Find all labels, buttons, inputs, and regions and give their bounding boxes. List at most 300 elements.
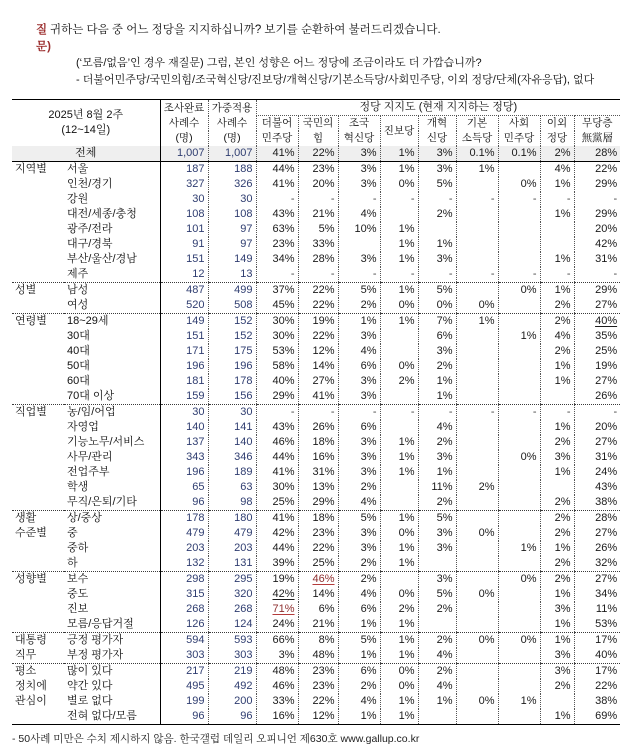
cell-weighted-sample: 124 [208,617,256,633]
question-label: 질문) [36,24,51,53]
row-group-label: 평소 [15,665,37,678]
party-col-rebuilding-l2: 혁신당 [338,131,380,146]
cell-completed-sample: 268 [160,602,208,617]
row-label: 30대 [67,330,90,343]
row-label: 농/임/어업 [67,406,116,419]
cell-none: 28% [574,511,620,527]
cell-rebuilding: 5% [338,511,380,527]
cell-reform: 1% [418,374,456,389]
cell-basicincome [456,511,498,527]
cell-weighted-sample: 1,007 [208,146,256,162]
cell-dem: 25% [256,495,298,511]
cell-rebuilding: 6% [338,420,380,435]
cell-dem: 41% [256,465,298,480]
cell-completed-sample: 12 [160,267,208,283]
table-row [12,556,620,572]
cell-dem: 44% [256,162,298,178]
table-row [12,420,620,435]
cell-completed-sample: 495 [160,679,208,694]
table-row [12,541,620,556]
cell-rebuilding: - [338,267,380,283]
cell-progressive: 1% [380,648,418,664]
cell-basicincome [456,572,498,588]
row-group-label [12,465,64,480]
cell-rebuilding: 5% [338,283,380,299]
cell-dem: 63% [256,222,298,237]
cell-weighted-sample: 152 [208,329,256,344]
party-col-basicincome-l2: 소득당 [456,131,498,146]
cell-rebuilding: 3% [338,450,380,465]
cell-dem [256,587,298,602]
cell-dem: 44% [256,541,298,556]
cell-none: 22% [574,679,620,694]
row-group-label: 대통령 [15,634,47,647]
cell-progressive: - [380,192,418,207]
cell-weighted-sample: 178 [208,374,256,389]
cell-weighted-sample: 499 [208,283,256,299]
cell-basicincome: - [456,405,498,421]
cell-none: 29% [574,177,620,192]
table-row [12,267,620,283]
cell-reform: 2% [418,435,456,450]
cell-other: 2% [540,556,574,572]
cell-completed-sample: 594 [160,633,208,649]
row-group-label: 직무 [12,648,64,664]
party-col-rebuilding-l1: 조국 [338,116,380,132]
cell-basicincome: 2% [456,480,498,495]
row-label: 중도 [67,588,89,601]
cell-socialdem [498,526,540,541]
row-group-label: 성별 [15,284,37,297]
cell-completed-sample: 487 [160,283,208,299]
table-row [12,162,620,178]
cell-progressive: 2% [380,602,418,617]
cell-none: 25% [574,344,620,359]
cell-dem: 41% [256,146,298,162]
cell-socialdem: 0.1% [498,146,540,162]
cell-rebuilding: 3% [338,177,380,192]
cell-none: 28% [574,146,620,162]
cell-dem: 30% [256,314,298,330]
cell-rebuilding: 6% [338,359,380,374]
cell-progressive: 0% [380,177,418,192]
completed-sample-top: 조사완료 [160,100,208,116]
cell-socialdem: 0% [498,572,540,588]
cell-rebuilding: 3% [338,374,380,389]
cell-progressive: 1% [380,237,418,252]
cell-completed-sample: 187 [160,162,208,178]
cell-completed-sample: 196 [160,359,208,374]
table-row [12,177,620,192]
cell-completed-sample: 96 [160,709,208,725]
row-label: 대전/세종/충청 [67,208,137,221]
cell-other: 2% [540,146,574,162]
table-row [12,480,620,495]
cell-reform: 1% [418,237,456,252]
header-group-row [12,100,620,116]
cell-other: 2% [540,511,574,527]
cell-completed-sample: 96 [160,495,208,511]
cell-progressive: 0% [380,526,418,541]
row-group-label [12,389,64,405]
cell-other: 3% [540,664,574,680]
cell-completed-sample: 140 [160,420,208,435]
cell-other: 2% [540,298,574,314]
cell-reform: 3% [418,162,456,178]
cell-weighted-sample: 63 [208,480,256,495]
cell-basicincome [456,177,498,192]
cell-basicincome [456,420,498,435]
cell-none: 27% [574,435,620,450]
table-row [12,617,620,633]
cell-dem: 24% [256,617,298,633]
cell-socialdem [498,237,540,252]
cell-reform: 4% [418,648,456,664]
cell-basicincome: 1% [456,314,498,330]
cell-weighted-sample: 97 [208,222,256,237]
cell-reform: 2% [418,207,456,222]
cell-completed-sample: 171 [160,344,208,359]
cell-other: 1% [540,283,574,299]
cell-rebuilding: 10% [338,222,380,237]
cell-socialdem [498,617,540,633]
cell-weighted-sample: 479 [208,526,256,541]
cell-basicincome [456,465,498,480]
cell-weighted-sample: 303 [208,648,256,664]
cell-socialdem: 0% [498,450,540,465]
cell-rebuilding: 1% [338,617,380,633]
row-label: 많이 있다 [67,665,113,678]
table-row [12,237,620,252]
table-row [12,694,620,709]
completed-sample-mid: 사례수 [160,116,208,132]
cell-none: 27% [574,526,620,541]
cell-ppp: 16% [298,450,338,465]
cell-progressive: 1% [380,633,418,649]
row-label: 중 [67,527,78,540]
cell-basicincome [456,329,498,344]
cell-progressive: 1% [380,511,418,527]
cell-socialdem [498,314,540,330]
cell-other: 2% [540,495,574,511]
cell-dem: 23% [256,237,298,252]
cell-basicincome: - [456,267,498,283]
cell-weighted-sample: 149 [208,252,256,267]
cell-progressive: 1% [380,709,418,725]
cell-progressive: 0% [380,664,418,680]
cell-socialdem: 0% [498,633,540,649]
table-row [12,344,620,359]
cell-basicincome: 0.1% [456,146,498,162]
cell-rebuilding: 1% [338,314,380,330]
row-label: 광주/전라 [67,223,113,236]
row-group-label: 성향별 [15,573,47,586]
cell-reform: 3% [418,344,456,359]
cell-reform: 6% [418,329,456,344]
row-group-label [12,420,64,435]
cell-progressive [380,207,418,222]
cell-none: 31% [574,252,620,267]
cell-socialdem [498,420,540,435]
cell-rebuilding [338,237,380,252]
row-label: 약간 있다 [67,680,113,693]
cell-basicincome [456,344,498,359]
cell-other: 4% [540,329,574,344]
cell-ppp: 23% [298,526,338,541]
row-group-label: 지역별 [15,163,47,176]
weighted-sample-top: 가중적용 [208,100,256,116]
table-row [12,526,620,541]
party-col-ppp-l1: 국민의 [298,116,338,132]
cell-weighted-sample: 189 [208,465,256,480]
row-group-label: 직업별 [15,406,47,419]
cell-ppp: 48% [298,648,338,664]
cell-basicincome [456,602,498,617]
cell-weighted-sample: 131 [208,556,256,572]
cell-basicincome [456,283,498,299]
question-text: 귀하는 다음 중 어느 정당을 지지하십니까? 보기를 순환하여 불러드리겠습니다. [50,24,441,36]
cell-socialdem: - [498,192,540,207]
cell-basicincome: 0% [456,587,498,602]
cell-rebuilding: - [338,192,380,207]
cell-completed-sample: 327 [160,177,208,192]
row-group-label [12,252,64,267]
cell-socialdem [498,207,540,222]
cell-weighted-sample: 13 [208,267,256,283]
cell-dem: 16% [256,709,298,725]
cell-none: 27% [574,298,620,314]
row-group-label [12,587,64,602]
cell-dem: - [256,267,298,283]
row-label: 부정 평가자 [64,648,160,664]
cell-dem: 41% [256,511,298,527]
cell-completed-sample: 199 [160,694,208,709]
cell-completed-sample: 149 [160,314,208,330]
cell-none: 27% [574,572,620,588]
cell-basicincome [456,541,498,556]
cell-progressive: 1% [380,617,418,633]
cell-rebuilding: - [338,405,380,421]
row-label: 부산/울산/경남 [67,253,137,266]
cell-progressive: 1% [380,694,418,709]
cell-socialdem [498,709,540,725]
cell-ppp: 21% [298,207,338,222]
cell-rebuilding: 2% [338,572,380,588]
cell-other: 1% [540,252,574,267]
cell-rebuilding: 3% [338,526,380,541]
cell-weighted-sample: 30 [208,192,256,207]
cell-other: 1% [540,177,574,192]
cell-dem: 48% [256,664,298,680]
cell-ppp: 22% [298,329,338,344]
cell-other: 1% [540,465,574,480]
cell-ppp: 27% [298,374,338,389]
cell-dem: - [256,405,298,421]
cell-completed-sample: 91 [160,237,208,252]
cell-rebuilding: 6% [338,602,380,617]
cell-ppp [298,572,338,588]
cell-socialdem: - [498,267,540,283]
footer-source: 한국갤럽 데일리 오피니언 제630호 [179,733,338,746]
table-row [12,207,620,222]
cell-none: 31% [574,450,620,465]
cell-rebuilding: 4% [338,344,380,359]
cell-none: 20% [574,222,620,237]
footer-url[interactable]: www.gallup.co.kr [340,733,420,746]
cell-ppp: 18% [298,511,338,527]
cell-dem: 44% [256,450,298,465]
row-label: 대구/경북 [67,238,113,251]
row-label: 50대 [67,360,90,373]
cell-weighted-sample: 152 [208,314,256,330]
cell-none: 19% [574,359,620,374]
table-row [12,314,620,330]
row-label: 사무/관리 [67,451,113,464]
cell-completed-sample: 159 [160,389,208,405]
cell-progressive: 0% [380,587,418,602]
row-group-label [12,359,64,374]
cell-rebuilding: 1% [338,709,380,725]
table-row [12,664,620,680]
cell-none: 29% [574,207,620,222]
cell-rebuilding: 2% [338,480,380,495]
cell-completed-sample: 203 [160,541,208,556]
cell-none: 17% [574,633,620,649]
cell-weighted-sample: 196 [208,359,256,374]
cell-weighted-sample: 593 [208,633,256,649]
row-label: 보수 [67,573,89,586]
cell-completed-sample: 101 [160,222,208,237]
cell-none: 40% [574,648,620,664]
cell-rebuilding: 4% [338,587,380,602]
cell-none: 27% [574,374,620,389]
cell-none: 38% [574,495,620,511]
cell-progressive: 1% [380,435,418,450]
cell-rebuilding: 2% [338,298,380,314]
cell-basicincome [456,664,498,680]
cell-none: 43% [574,480,620,495]
cell-progressive: 1% [380,556,418,572]
party-col-other-l1: 이외 [540,116,574,132]
row-group-label [12,222,64,237]
cell-progressive: 0% [380,679,418,694]
cell-rebuilding: 3% [338,252,380,267]
cell-socialdem [498,587,540,602]
cell-dem: 19% [256,572,298,588]
cell-progressive: 1% [380,146,418,162]
cell-ppp: 28% [298,252,338,267]
row-group-label [12,556,64,572]
cell-ppp: 21% [298,617,338,633]
cell-completed-sample: 479 [160,526,208,541]
cell-basicincome [456,252,498,267]
row-group-label [12,374,64,389]
cell-socialdem [498,298,540,314]
cell-reform: - [418,192,456,207]
highlighted-value: 46% [312,573,335,586]
footer-min-sample-note: - 50사례 미만은 수치 제시하지 않음. [12,733,177,746]
cell-reform: 2% [418,359,456,374]
row-label: 전업주부 [67,466,110,479]
row-group-label: 전체 [12,146,160,162]
cell-dem: 43% [256,420,298,435]
table-body [12,146,620,725]
row-label: 40대 [67,345,90,358]
cell-reform: 4% [418,420,456,435]
row-label: 진보 [67,603,89,616]
cell-socialdem: 0% [498,283,540,299]
cell-socialdem: 1% [498,329,540,344]
cell-progressive: 1% [380,252,418,267]
table-row [12,495,620,511]
cell-other: 2% [540,435,574,450]
cell-none: - [574,267,620,283]
cell-ppp: - [298,405,338,421]
cell-rebuilding: 3% [338,162,380,178]
cell-completed-sample: 520 [160,298,208,314]
cell-other: 2% [540,344,574,359]
cell-basicincome: - [456,192,498,207]
cell-reform: 1% [418,694,456,709]
question-followup: (‘모름/없음’인 경우 재질문) 그럼, 본인 성향은 어느 정당에 조금이라도 더 가깝습니까? [76,57,482,70]
cell-reform: 3% [418,572,456,588]
cell-progressive [380,480,418,495]
row-label: 인천/경기 [67,178,113,191]
cell-basicincome [456,450,498,465]
cell-basicincome [456,374,498,389]
cell-weighted-sample: 30 [208,405,256,421]
cell-none: 26% [574,389,620,405]
row-group-label [12,495,64,511]
table-row [12,146,620,162]
cell-completed-sample: 126 [160,617,208,633]
cell-completed-sample: 132 [160,556,208,572]
cell-reform: 7% [418,314,456,330]
footer-note [12,731,638,746]
row-label: 상/중상 [67,512,102,525]
cell-rebuilding: 3% [338,435,380,450]
cell-other: 1% [540,374,574,389]
table-row [12,572,620,588]
cell-none: 69% [574,709,620,725]
cell-ppp: 22% [298,146,338,162]
cell-other: 2% [540,572,574,588]
cell-socialdem [498,344,540,359]
cell-completed-sample: 151 [160,252,208,267]
cell-other: 1% [540,359,574,374]
cell-basicincome [456,556,498,572]
weighted-sample-mid: 사례수 [208,116,256,132]
row-group-label [12,435,64,450]
cell-socialdem [498,511,540,527]
party-support-group-header: 정당 지지도 (현재 지지하는 정당) [256,100,620,116]
cell-none: 20% [574,420,620,435]
cell-basicincome: 0% [456,298,498,314]
cell-dem: 66% [256,633,298,649]
cell-progressive: 1% [380,222,418,237]
row-group-label [12,207,64,222]
cell-weighted-sample: 140 [208,435,256,450]
cell-socialdem [498,389,540,405]
cell-reform: - [418,405,456,421]
cell-none: 38% [574,694,620,709]
row-group-label [12,192,64,207]
cell-ppp: 12% [298,344,338,359]
row-group-label [12,480,64,495]
table-row [12,298,620,314]
row-group-label [12,617,64,633]
cell-none: 24% [574,465,620,480]
